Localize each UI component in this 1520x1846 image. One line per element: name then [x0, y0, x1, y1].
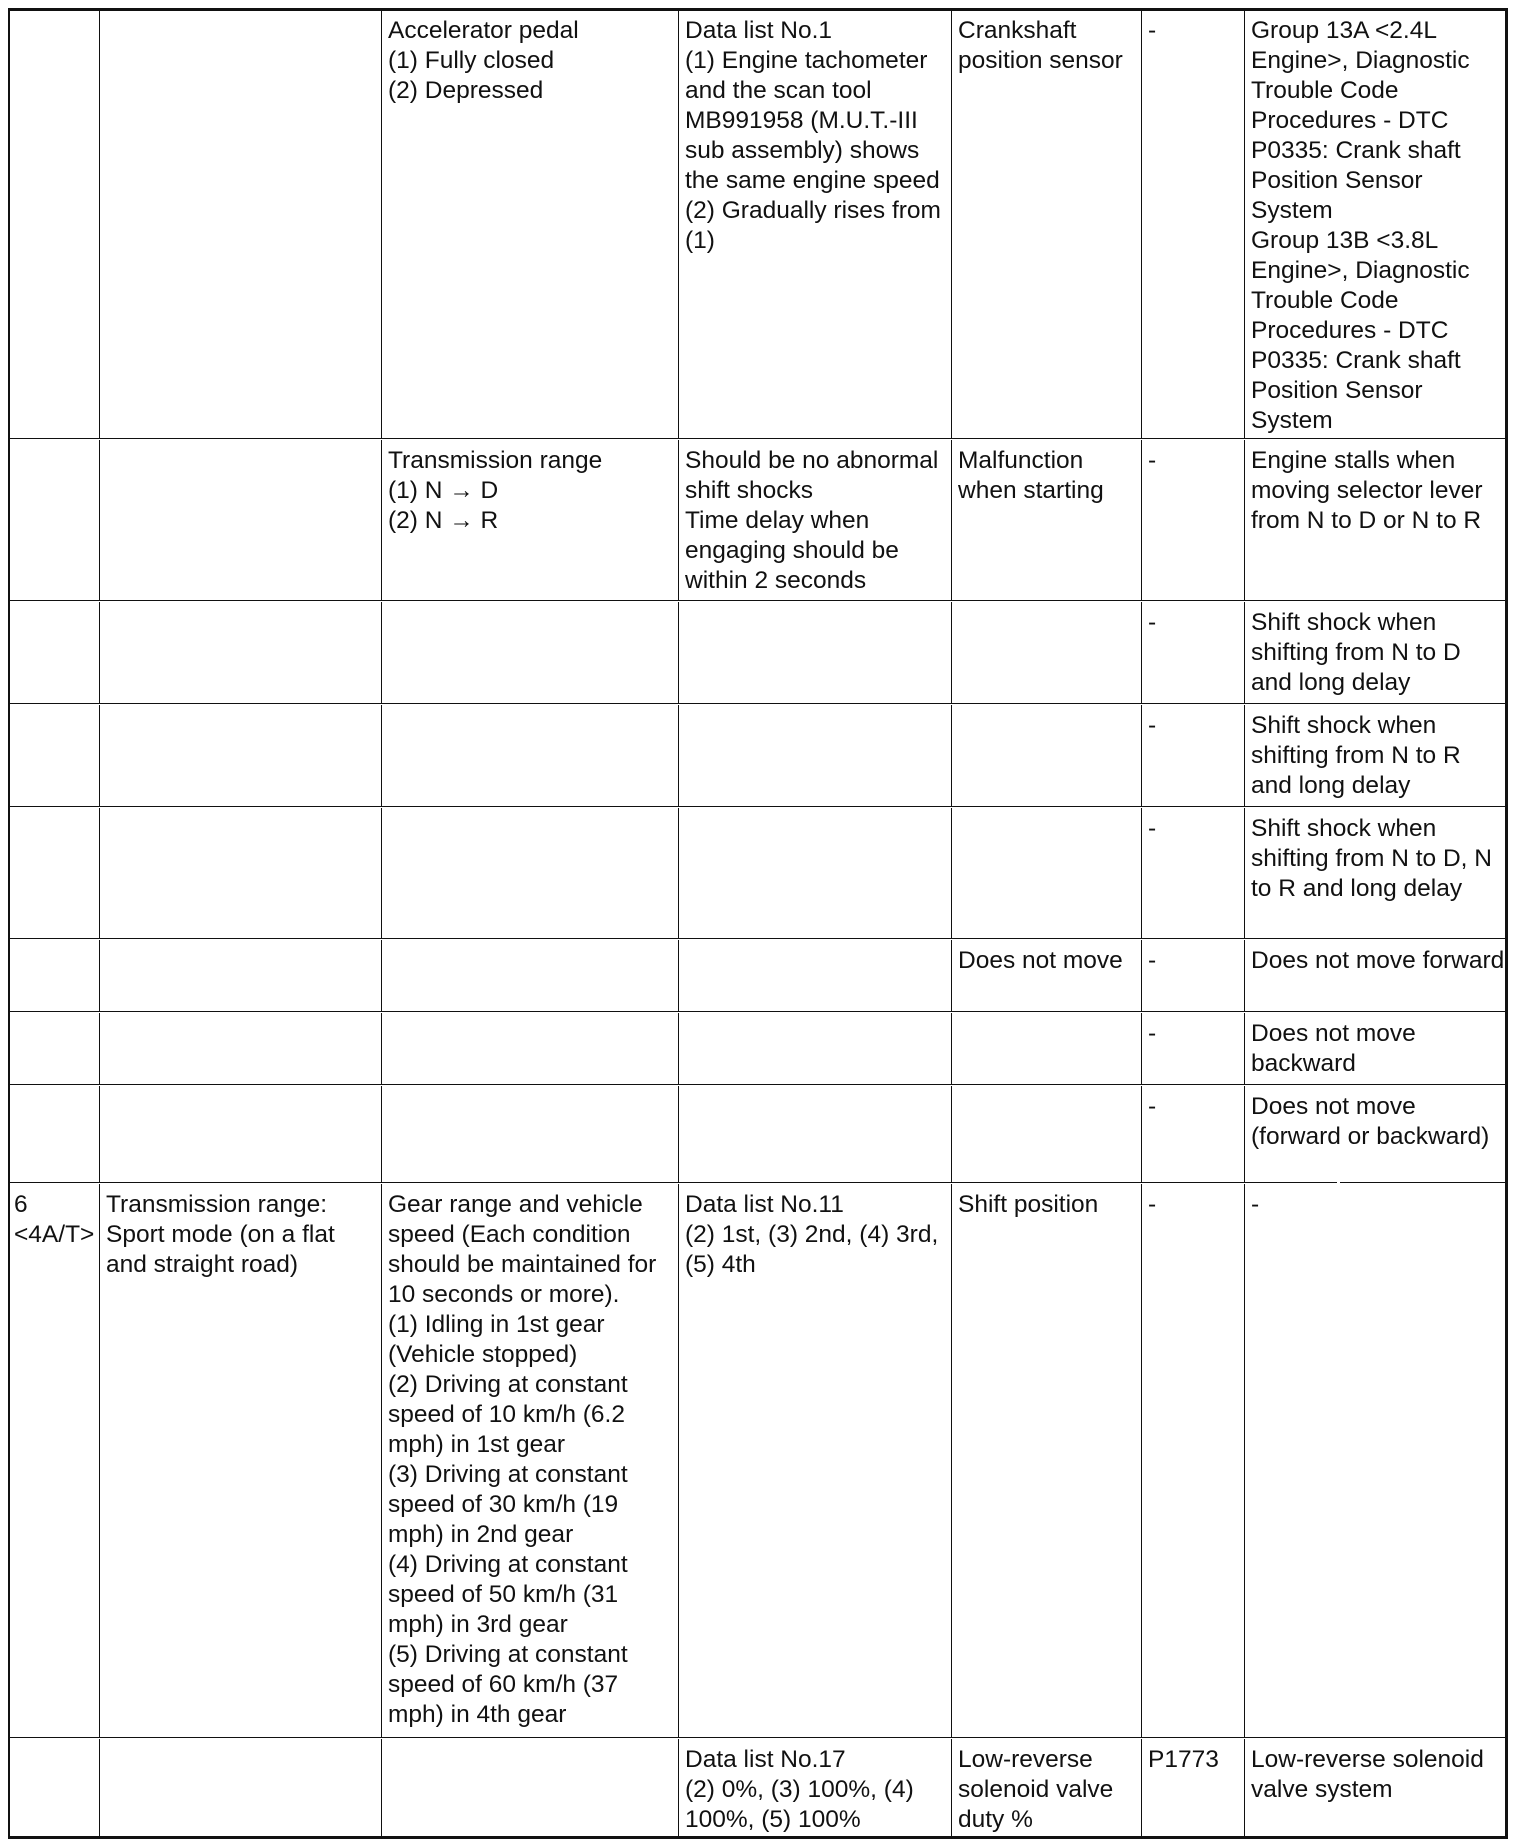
- table-cell: [8, 808, 100, 938]
- table-cell: -: [1142, 440, 1245, 600]
- table-row: [8, 602, 1505, 703]
- table-cell: [679, 940, 952, 1011]
- table-row: [8, 10, 1505, 438]
- table-cell: [679, 602, 952, 703]
- row-divider: [1340, 1182, 1505, 1183]
- table-cell: Gear range and vehicle speed (Each condition should be maintained for 10 seconds or more). (1) Idling in 1st gear (Vehicle stopped) (2) Driving at constant speed of 10 km/h (6.2 mph) in 1st gear (3) Driving at constant speed of 30 km/h (19 mph) in 2nd gear (4) Driving at constant speed of 50 km/h (31 mph) in 3rd gear (5) Driving at constant speed of 60 km/h (37 mph) in 4th gear: [382, 1184, 679, 1737]
- table-cell: [100, 705, 382, 806]
- table-row: [8, 705, 1505, 806]
- table-cell: -: [1142, 1013, 1245, 1084]
- row-divider: [8, 938, 1505, 939]
- table-cell: [382, 705, 679, 806]
- row-divider: [8, 1737, 1505, 1738]
- table-cell: Does not move forward: [1251, 947, 1505, 974]
- table-cell: [382, 808, 679, 938]
- table-cell: Data list No.17 (2) 0%, (3) 100%, (4) 100%, (5) 100%: [679, 1739, 952, 1836]
- table-cell: Does not move (forward or backward): [1251, 1093, 1490, 1150]
- table-cell: Transmission range: Sport mode (on a flat and straight road): [100, 1184, 382, 1737]
- table-cell: Does not move backward: [1251, 1020, 1416, 1077]
- table-cell: [8, 440, 100, 600]
- table-cell: [382, 1739, 679, 1836]
- table-cell: [8, 602, 100, 703]
- row-divider: [8, 1011, 1505, 1012]
- table-cell: Group 13A <2.4L Engine>, Diagnostic Trouble Code Procedures - DTC P0335: Crank shaft Position Sensor System Group 13B <3.8L Engine>, Diagnostic Trouble Code Procedures - DTC P0335: Crank shaft Position Sensor System: [1251, 17, 1470, 434]
- table-cell: Accelerator pedal (1) Fully closed (2) Depressed: [382, 10, 679, 438]
- table-cell: Shift position: [952, 1184, 1142, 1737]
- table-cell: [679, 808, 952, 938]
- table-row: [8, 940, 1505, 1011]
- table-cell: [8, 705, 100, 806]
- table-cell: [8, 940, 100, 1011]
- table-row: [8, 808, 1505, 938]
- table-row: [8, 440, 1505, 600]
- table-cell: Data list No.1 (1) Engine tachometer and the scan tool MB991958 (M.U.T.-III sub assembly) shows the same engine speed (2) Gradually rises from (1): [679, 10, 952, 438]
- table-cell: [679, 1086, 952, 1182]
- table-cell: Low-reverse solenoid valve duty %: [952, 1739, 1142, 1836]
- table-cell: [382, 1013, 679, 1084]
- table-cell: -: [1142, 705, 1245, 806]
- table-cell: [8, 1013, 100, 1084]
- table-cell: [952, 1013, 1142, 1084]
- table-cell: [100, 440, 382, 600]
- table-cell: [382, 940, 679, 1011]
- table-cell: [679, 1013, 952, 1084]
- table-bottom-border: [8, 1836, 1508, 1839]
- table-cell: -: [1142, 940, 1245, 1011]
- table-cell: Does not move: [952, 940, 1142, 1011]
- row-divider: [1247, 1182, 1337, 1183]
- table-cell: Engine stalls when moving selector lever from N to D or N to R: [1251, 447, 1483, 534]
- table-cell: -: [1251, 1191, 1260, 1218]
- table-cell: Shift shock when shifting from N to R and long delay: [1251, 712, 1461, 799]
- table-cell: Data list No.11 (2) 1st, (3) 2nd, (4) 3rd, (5) 4th: [679, 1184, 952, 1737]
- table-cell: [100, 1086, 382, 1182]
- table-cell: [952, 1086, 1142, 1182]
- table-row: [8, 1739, 1505, 1836]
- table-cell: -: [1142, 10, 1245, 438]
- table-cell: [100, 1739, 382, 1836]
- table-cell: [8, 1086, 100, 1182]
- table-cell: [952, 808, 1142, 938]
- table-cell: [382, 602, 679, 703]
- table-cell: Low-reverse solenoid valve system: [1251, 1746, 1484, 1803]
- table-cell: -: [1142, 602, 1245, 703]
- table-cell: 6 <4A/T>: [8, 1184, 100, 1737]
- table-cell: [100, 940, 382, 1011]
- table-cell: [679, 705, 952, 806]
- table-cell: [100, 602, 382, 703]
- table-row: [8, 1184, 1505, 1737]
- table-cell: [100, 808, 382, 938]
- table-cell: Crankshaft position sensor: [952, 10, 1142, 438]
- table-cell: Shift shock when shifting from N to D, N to R and long delay: [1251, 815, 1492, 902]
- table-cell: Shift shock when shifting from N to D and long delay: [1251, 609, 1461, 696]
- table-cell: -: [1142, 1086, 1245, 1182]
- row-divider: [8, 1182, 1247, 1183]
- table-cell: -: [1142, 808, 1245, 938]
- table-cell: Malfunction when starting: [952, 440, 1142, 600]
- table-cell: [8, 10, 100, 438]
- table-cell: [8, 1739, 100, 1836]
- row-divider: [8, 703, 1505, 704]
- table-row: [8, 1086, 1505, 1182]
- row-divider: [8, 600, 1505, 601]
- table-cell: [100, 10, 382, 438]
- table-cell: Transmission range (1) N → D (2) N → R: [382, 440, 679, 600]
- table-cell: [952, 602, 1142, 703]
- row-divider: [8, 1084, 1505, 1085]
- row-divider: [8, 438, 1505, 439]
- table-row: [8, 1013, 1505, 1084]
- table-cell: [382, 1086, 679, 1182]
- table-cell: [952, 705, 1142, 806]
- table-cell: -: [1142, 1184, 1245, 1737]
- table-cell: [100, 1013, 382, 1084]
- table-cell: Should be no abnormal shift shocks Time delay when engaging should be within 2 seconds: [679, 440, 952, 600]
- row-divider: [8, 806, 1505, 807]
- table-cell: P1773: [1142, 1739, 1245, 1836]
